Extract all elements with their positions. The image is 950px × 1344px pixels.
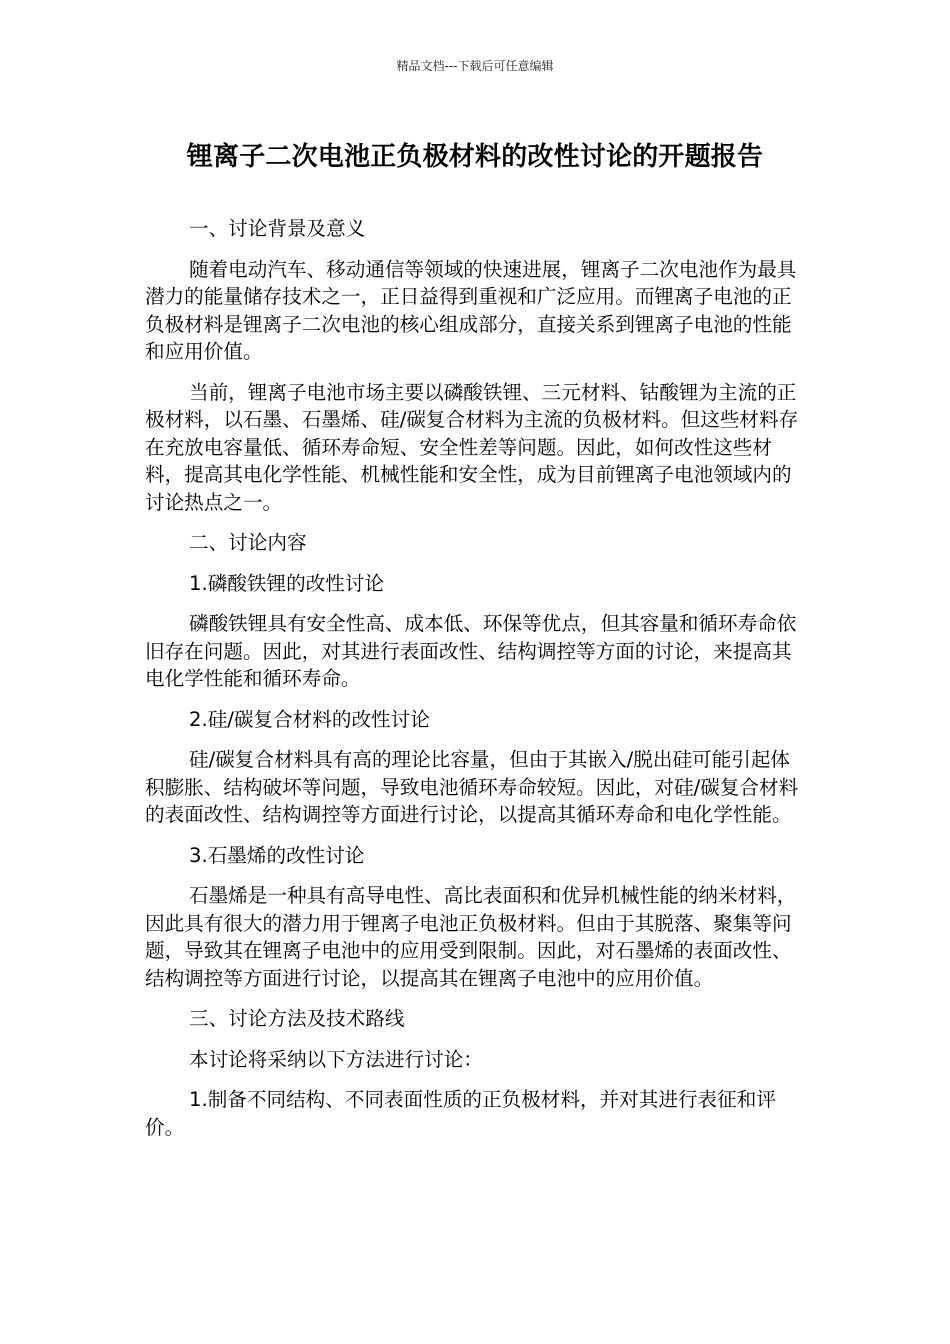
subsection-heading: 1.磷酸铁锂的改性讨论 [189,571,385,595]
section-heading-content: 二、讨论内容 [189,531,307,554]
paragraph: 随着电动汽车、移动通信等领域的快速进展，锂离子二次电池作为最具潜力的能量储存技术之一，正日益得到重视和广泛应用。而锂离子电池的正负极材料是锂离子二次电池的核心组成部分，直接关系到锂离子电池的性能和应用价值。 [145,257,797,363]
paragraph: 当前，锂离子电池市场主要以磷酸铁锂、三元材料、钴酸锂为主流的正极材料，以石墨、石墨烯、硅/碳复合材料为主流的负极材料。但这些材料存在充放电容量低、循环寿命短、安全性差等问题。因此，如何改性这些材料，提高其电化学性能、机械性能和安全性，成为目前锂离子电池领域内的讨论热点之一。 [145,380,799,514]
section-heading-background: 一、讨论背景及意义 [189,217,366,240]
section-heading-methods: 三、讨论方法及技术路线 [189,1007,405,1030]
paragraph: 1.制备不同结构、不同表面性质的正负极材料，并对其进行表征和评价。 [145,1088,776,1139]
document-title: 锂离子二次电池正负极材料的改性讨论的开题报告 [186,142,764,172]
document-body [145,215,807,1154]
paragraph: 本讨论将采纳以下方法进行讨论： [189,1047,483,1071]
subsection-heading: 2.硅/碳复合材料的改性讨论 [189,707,430,731]
subsection-heading: 3.石墨烯的改性讨论 [189,843,365,867]
paragraph: 石墨烯是一种具有高导电性、高比表面积和优异机械性能的纳米材料，因此具有很大的潜力用于锂离子电池正负极材料。但由于其脱落、聚集等问题，导致其在锂离子电池中的应用受到限制。因此，对石墨烯的表面改性、结构调控等方面进行讨论，以提高其在锂离子电池中的应用价值。 [145,884,797,990]
page-header: 精品文档---下载后可任意编辑 [396,59,554,73]
paragraph: 硅/碳复合材料具有高的理论比容量，但由于其嵌入/脱出硅可能引起体积膨胀、结构破坏等问题，导致电池循环寿命较短。因此，对硅/碳复合材料的表面改性、结构调控等方面进行讨论，以提高其循环寿命和电化学性能。 [145,748,799,826]
paragraph: 磷酸铁锂具有安全性高、成本低、环保等优点，但其容量和循环寿命依旧存在问题。因此，对其进行表面改性、结构调控等方面的讨论，来提高其电化学性能和循环寿命。 [145,612,797,690]
